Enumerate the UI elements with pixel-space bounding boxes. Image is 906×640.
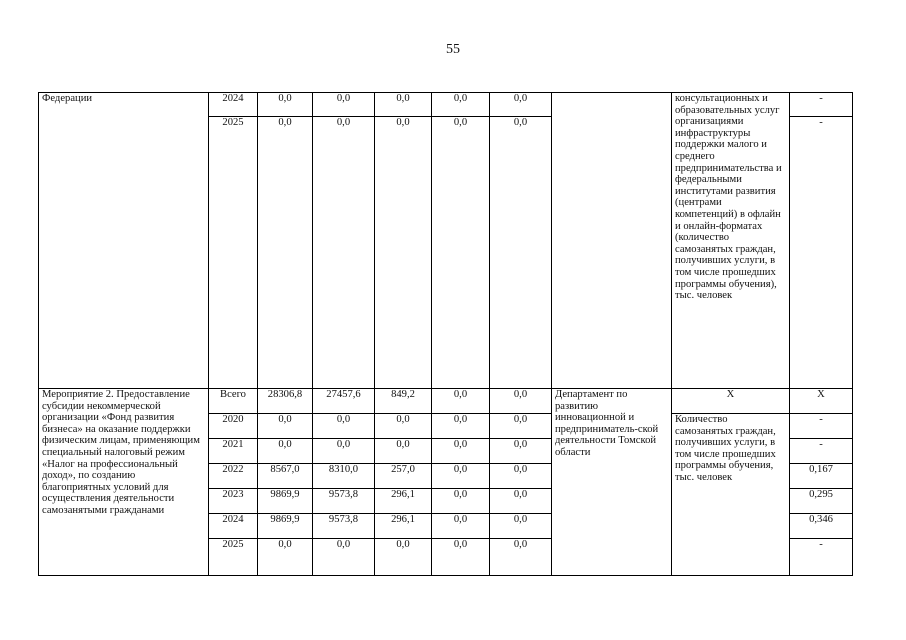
target-cell: 0,167 (790, 464, 853, 489)
value-cell: 0,0 (375, 93, 432, 117)
year-cell: 2021 (209, 439, 258, 464)
table-row (39, 93, 853, 117)
value-cell: 0,0 (490, 514, 552, 539)
value-cell: 0,0 (313, 539, 375, 576)
year-cell: 2024 (209, 93, 258, 117)
target-cell: 0,295 (790, 489, 853, 514)
target-cell: - (790, 439, 853, 464)
year-cell: 2025 (209, 117, 258, 389)
year-cell: 2024 (209, 514, 258, 539)
value-cell: 0,0 (490, 439, 552, 464)
program-table (38, 92, 853, 576)
value-cell: 9573,8 (313, 489, 375, 514)
executor-cell: Департамент по развитию инновационной и предприниматель-ской деятельности Томской области (552, 389, 672, 576)
page-number: 55 (446, 42, 460, 57)
value-cell: 0,0 (432, 514, 490, 539)
value-cell: 0,0 (313, 439, 375, 464)
value-cell: 0,0 (432, 464, 490, 489)
value-cell: 0,0 (258, 439, 313, 464)
value-cell: 257,0 (375, 464, 432, 489)
value-cell: 0,0 (375, 117, 432, 389)
target-cell: - (790, 117, 853, 389)
year-cell: Всего (209, 389, 258, 414)
value-cell: 0,0 (375, 439, 432, 464)
value-cell: 0,0 (258, 117, 313, 389)
indicator-cell: консультационных и образовательных услуг организациями инфраструктуры поддержки малого и среднего предпринимательства и федеральными институтами развития (центрами компетенций) в офлайн и онлайн-форматах (количество самозанятых граждан, получивших услуги, в том числе прошедших программы обучения), тыс. человек (672, 93, 790, 389)
value-cell: 0,0 (490, 489, 552, 514)
value-cell: 0,0 (375, 539, 432, 576)
value-cell: 849,2 (375, 389, 432, 414)
indicator-cell: Количество самозанятых граждан, получивших услуги, в том числе прошедших программы обучения, тыс. человек (672, 414, 790, 576)
value-cell: 0,0 (490, 539, 552, 576)
year-cell: 2022 (209, 464, 258, 489)
year-cell: 2020 (209, 414, 258, 439)
target-cell: X (790, 389, 853, 414)
year-cell: 2023 (209, 489, 258, 514)
value-cell: 0,0 (490, 117, 552, 389)
value-cell: 0,0 (313, 93, 375, 117)
indicator-cell: X (672, 389, 790, 414)
value-cell: 0,0 (490, 464, 552, 489)
executor-cell (552, 93, 672, 389)
event-name-cell: Федерации (39, 93, 209, 389)
value-cell: 0,0 (258, 539, 313, 576)
value-cell: 0,0 (432, 93, 490, 117)
target-cell: - (790, 93, 853, 117)
value-cell: 0,0 (432, 117, 490, 389)
value-cell: 9573,8 (313, 514, 375, 539)
value-cell: 8567,0 (258, 464, 313, 489)
value-cell: 27457,6 (313, 389, 375, 414)
value-cell: 0,0 (432, 439, 490, 464)
value-cell: 0,0 (490, 93, 552, 117)
value-cell: 0,0 (490, 389, 552, 414)
value-cell: 0,0 (432, 389, 490, 414)
value-cell: 0,0 (490, 414, 552, 439)
event-name-cell: Мероприятие 2. Предоставление субсидии некоммерческой организации «Фонд развития бизнеса» на оказание поддержки физическим лицам, применяющим специальный налоговый режим «Налог на профессиональный доход», по созданию благоприятных условий для осуществления деятельности самозанятыми гражданами (39, 389, 209, 576)
value-cell: 0,0 (258, 93, 313, 117)
target-cell: - (790, 414, 853, 439)
value-cell: 0,0 (313, 117, 375, 389)
value-cell: 28306,8 (258, 389, 313, 414)
year-cell: 2025 (209, 539, 258, 576)
value-cell: 0,0 (313, 414, 375, 439)
table-row (39, 389, 853, 414)
value-cell: 296,1 (375, 514, 432, 539)
target-cell: - (790, 539, 853, 576)
value-cell: 0,0 (432, 489, 490, 514)
value-cell: 0,0 (432, 414, 490, 439)
value-cell: 0,0 (375, 414, 432, 439)
target-cell: 0,346 (790, 514, 853, 539)
value-cell: 8310,0 (313, 464, 375, 489)
value-cell: 9869,9 (258, 489, 313, 514)
value-cell: 9869,9 (258, 514, 313, 539)
value-cell: 296,1 (375, 489, 432, 514)
value-cell: 0,0 (258, 414, 313, 439)
value-cell: 0,0 (432, 539, 490, 576)
